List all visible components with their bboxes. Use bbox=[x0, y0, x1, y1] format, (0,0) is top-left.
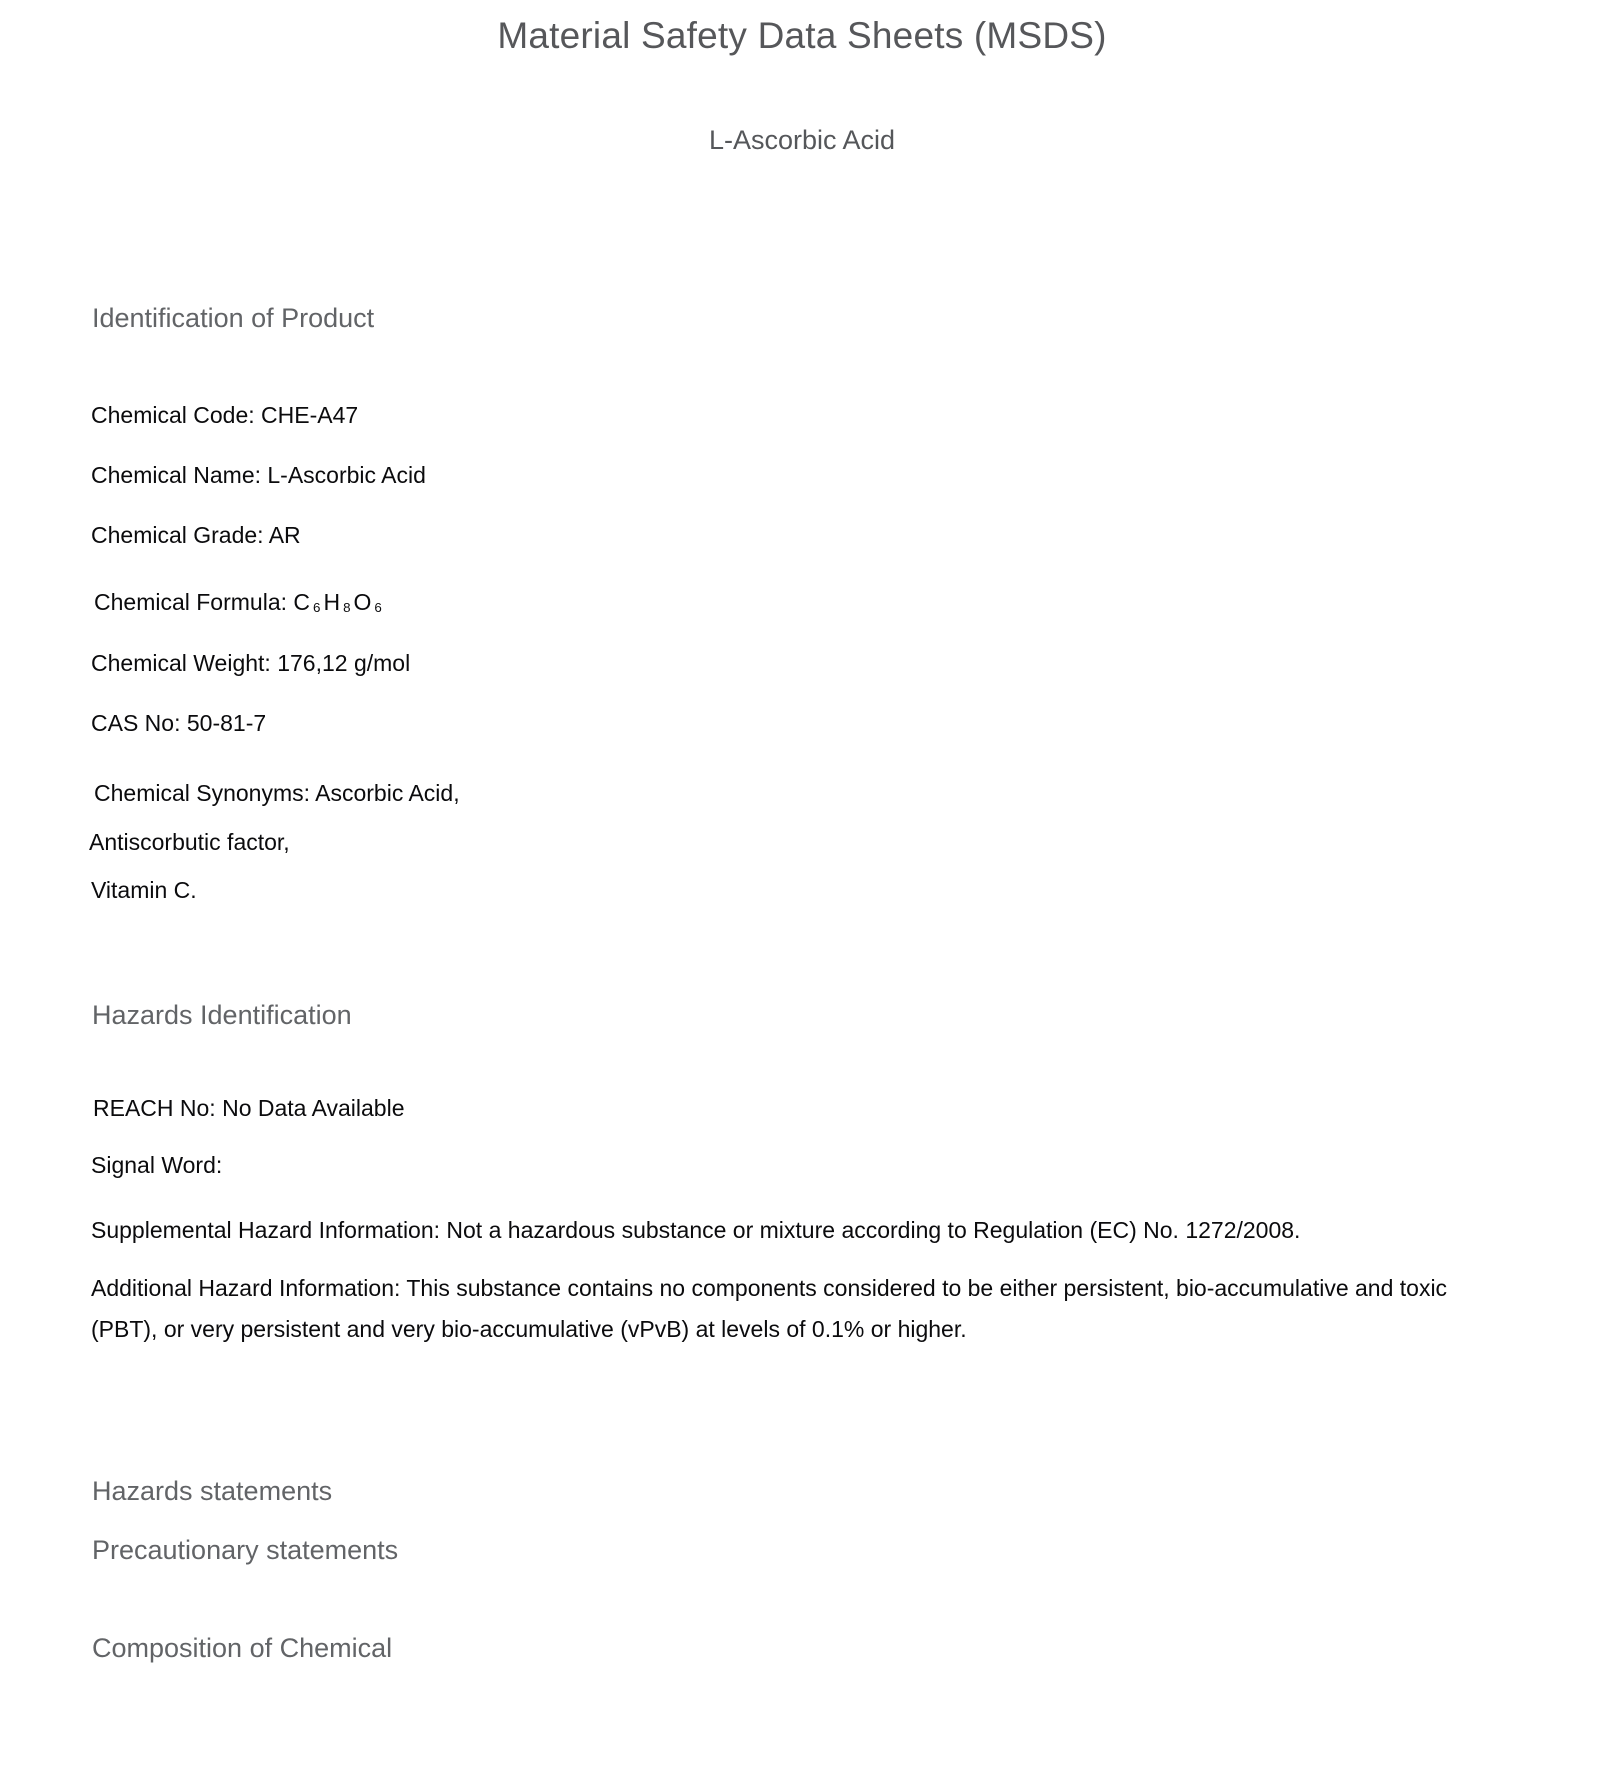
formula-subscript-o: 6 bbox=[374, 600, 382, 616]
document-subtitle: L-Ascorbic Acid bbox=[708, 125, 896, 155]
field-chemical-weight: Chemical Weight: 176,12 g/mol bbox=[91, 650, 411, 676]
field-chemical-formula bbox=[94, 589, 385, 616]
field-chemical-synonyms-line2: Antiscorbutic factor, bbox=[89, 829, 290, 855]
section-heading-hazards-statements: Hazards statements bbox=[92, 1476, 333, 1506]
formula-subscript-h: 8 bbox=[343, 600, 351, 616]
field-chemical-grade: Chemical Grade: AR bbox=[91, 522, 301, 548]
document-title: Material Safety Data Sheets (MSDS) bbox=[497, 15, 1107, 56]
formula-element-c: C bbox=[293, 589, 311, 615]
field-supplemental-hazard-information: Supplemental Hazard Information: Not a hazardous substance or mixture according to Regulation (EC) No. 1272/2008. bbox=[91, 1217, 1301, 1243]
chemical-formula-label: Chemical Formula: bbox=[94, 589, 294, 615]
field-chemical-synonyms-line1: Chemical Synonyms: Ascorbic Acid, bbox=[94, 780, 460, 806]
field-signal-word: Signal Word: bbox=[91, 1152, 223, 1178]
field-chemical-synonyms-line3: Vitamin C. bbox=[91, 877, 197, 903]
field-chemical-name: Chemical Name: L-Ascorbic Acid bbox=[91, 462, 426, 488]
field-chemical-code: Chemical Code: CHE-A47 bbox=[91, 402, 359, 428]
field-additional-hazard-information: Additional Hazard Information: This substance contains no components considered to be either persistent, bio-accumulative and toxic (PBT), or very persistent and very bio-accumulative (vPvB) at levels of 0.1% or higher. bbox=[91, 1275, 1448, 1342]
formula-subscript-c: 6 bbox=[313, 600, 321, 616]
section-heading-precautionary-statements: Precautionary statements bbox=[92, 1535, 399, 1565]
section-heading-hazards-identification: Hazards Identification bbox=[92, 1000, 352, 1030]
formula-element-h: H bbox=[323, 589, 341, 615]
section-heading-composition-of-chemical: Composition of Chemical bbox=[92, 1633, 393, 1663]
field-reach-no: REACH No: No Data Available bbox=[93, 1095, 405, 1121]
section-heading-identification: Identification of Product bbox=[92, 303, 375, 333]
field-cas-no: CAS No: 50-81-7 bbox=[91, 710, 267, 736]
formula-element-o: O bbox=[353, 589, 372, 615]
